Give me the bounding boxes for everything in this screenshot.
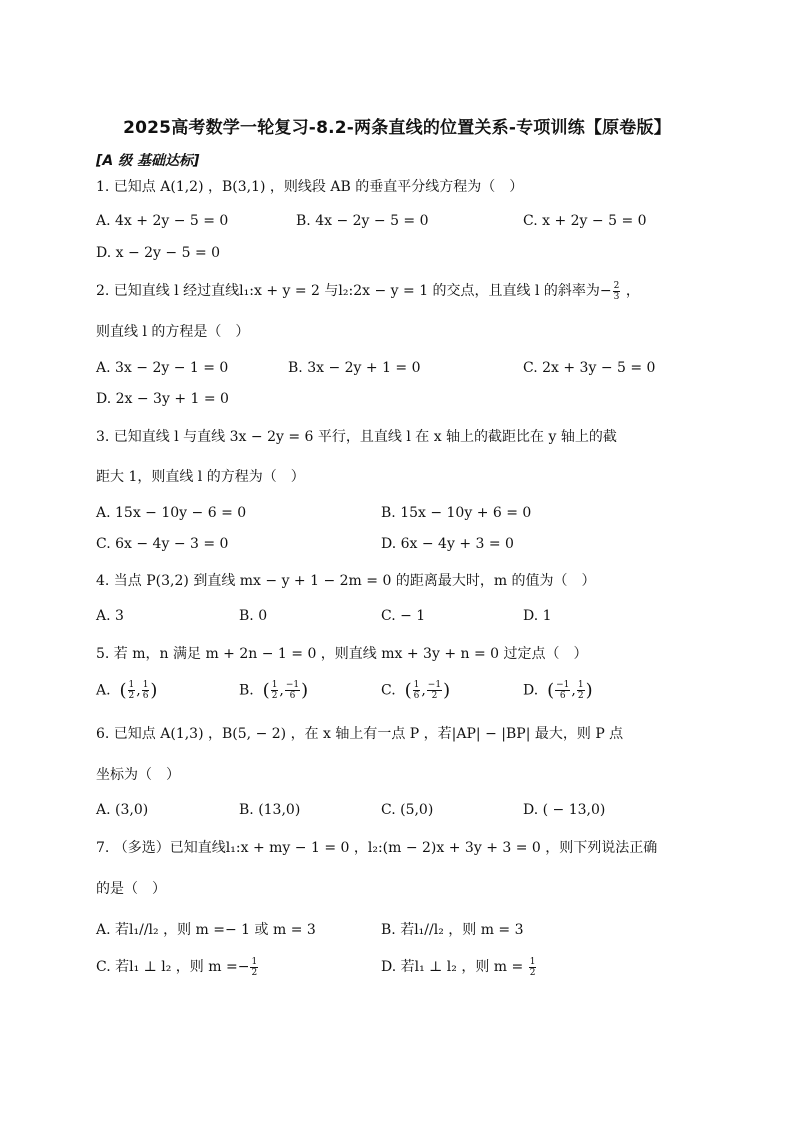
section-heading: [A 级 基础达标] (96, 153, 200, 169)
q6-option-a: A. (3,0) (96, 802, 149, 818)
q2-stem (96, 280, 640, 302)
q2-stem-line2: 则直线 l 的方程是（ ） (96, 324, 250, 340)
option-text: D. 若l₁ ⊥ l₂ ，则 m = (381, 959, 524, 975)
q1-option-a: A. 4x + 2y − 5 = 0 (96, 213, 229, 229)
fraction-denominator: 6 (142, 691, 149, 701)
q4-option-c: C. − 1 (381, 608, 426, 624)
fraction-denominator: 6 (289, 691, 296, 701)
q5-option-d: D. ( $\frac{-1}{6}$ , $\frac{1}{2}$ ) (523, 680, 593, 701)
option-label: D. (523, 682, 539, 699)
fraction-denominator: 2 (271, 691, 278, 701)
fraction-numerator: 1 (142, 680, 149, 690)
q4-option-b: B. 0 (239, 608, 268, 624)
fraction (427, 680, 442, 701)
q1-option-b: B. 4x − 2y − 5 = 0 (296, 213, 429, 229)
fraction-numerator: 1 (413, 680, 420, 690)
q6-stem: 6. 已知点 A(1,3) ，B(5, − 2) ，在 x 轴上有一点 P ，若|AP| − |BP| 最大，则 P 点 (96, 726, 624, 742)
close-paren: ) (301, 680, 309, 701)
open-paren: ( (262, 680, 270, 701)
open-paren: ( (547, 680, 555, 701)
fraction-denominator: 2 (577, 691, 584, 701)
q2-option-d: D. 2x − 3y + 1 = 0 (96, 391, 229, 407)
q5-option-c: C. ( $\frac{1}{6}$ , $\frac{-1}{2}$ ) (381, 680, 451, 701)
option-text: C. 若l₁ ⊥ l₂ ，则 m =− (96, 959, 250, 975)
q7-option-b: B. 若l₁//l₂ ，则 m = 3 (381, 922, 524, 938)
q5-stem: 5. 若 m，n 满足 m + 2n − 1 = 0 ，则直线 mx + 3y + n = 0 过定点（ ） (96, 646, 588, 662)
fraction-denominator: 2 (431, 691, 438, 701)
close-paren: ) (443, 680, 451, 701)
q7-stem-line2: 的是（ ） (96, 881, 166, 897)
q7-option-d (381, 956, 537, 978)
q4-stem: 4. 当点 P(3,2) 到直线 mx − y + 1 − 2m = 0 的距离最大时，m 的值为（ ） (96, 573, 596, 589)
q1-stem: 1. 已知点 A(1,2) ，B(3,1) ，则线段 AB 的垂直平分线方程为（ ） (96, 179, 524, 195)
q3-stem: 3. 已知直线 l 与直线 3x − 2y = 6 平行，且直线 l 在 x 轴上的截距比在 y 轴上的截 (96, 429, 617, 445)
q6-option-d: D. ( − 13,0) (523, 802, 606, 818)
fraction-numerator: −1 (285, 680, 300, 690)
q2-slope-fraction (613, 281, 621, 302)
fraction (529, 957, 537, 978)
fraction-denominator: 2 (529, 967, 536, 978)
q5-option-b: B. ( $\frac{1}{2}$ , $\frac{-1}{6}$ ) (239, 680, 309, 701)
q2-stem-text: 2. 已知直线 l 经过直线l₁:x + y = 2 与l₂:2x − y = 1 的交点，且直线 l 的斜率为− (96, 283, 612, 299)
fraction-numerator: −1 (427, 680, 442, 690)
option-label: C. (381, 682, 396, 699)
q7-option-c (96, 956, 259, 978)
q2-option-c: C. 2x + 3y − 5 = 0 (523, 360, 656, 376)
q7-stem: 7. （多选）已知直线l₁:x + my − 1 = 0 ，l₂:(m − 2)x + 3y + 3 = 0 ，则下列说法正确 (96, 840, 658, 856)
q6-option-c: C. (5,0) (381, 802, 434, 818)
fraction-numerator: 1 (529, 956, 536, 967)
q6-stem-line2: 坐标为（ ） (96, 767, 180, 783)
q3-option-b: B. 15x − 10y + 6 = 0 (381, 505, 532, 521)
q2-option-a: A. 3x − 2y − 1 = 0 (96, 360, 229, 376)
fraction (285, 680, 300, 701)
fraction-numerator: 1 (271, 680, 278, 690)
open-paren: ( (119, 680, 127, 701)
fraction-denominator: 6 (559, 691, 566, 701)
close-paren: ) (150, 680, 158, 701)
q3-option-d: D. 6x − 4y + 3 = 0 (381, 536, 514, 552)
fraction-denominator: 6 (413, 691, 420, 701)
fraction-numerator: 2 (613, 280, 620, 291)
option-label: A. (96, 682, 111, 699)
fraction (413, 680, 421, 701)
q2-stem-tail: ， (621, 283, 640, 299)
fraction (577, 680, 585, 701)
q1-option-d: D. x − 2y − 5 = 0 (96, 245, 221, 261)
q1-option-c: C. x + 2y − 5 = 0 (523, 213, 647, 229)
open-paren: ( (404, 680, 412, 701)
q2-option-b: B. 3x − 2y + 1 = 0 (288, 360, 421, 376)
close-paren: ) (585, 680, 593, 701)
q6-option-b: B. (13,0) (239, 802, 301, 818)
q3-stem-line2: 距大 1，则直线 l 的方程为（ ） (96, 469, 305, 485)
q4-option-d: D. 1 (523, 608, 552, 624)
fraction (250, 957, 258, 978)
option-label: B. (239, 682, 254, 699)
page-title: 2025高考数学一轮复习-8.2-两条直线的位置关系-专项训练【原卷版】 (123, 118, 671, 138)
fraction (142, 680, 150, 701)
fraction (271, 680, 279, 701)
fraction-denominator: 2 (251, 967, 258, 978)
q7-option-a: A. 若l₁//l₂ ，则 m =− 1 或 m = 3 (96, 922, 316, 938)
fraction-denominator: 2 (128, 691, 135, 701)
q5-option-a: A. ( $\frac{1}{2}$ , $\frac{1}{6}$ ) (96, 680, 158, 701)
q3-option-a: A. 15x − 10y − 6 = 0 (96, 505, 247, 521)
q3-option-c: C. 6x − 4y − 3 = 0 (96, 536, 229, 552)
fraction-numerator: 1 (251, 956, 258, 967)
fraction (128, 680, 136, 701)
fraction-numerator: −1 (556, 680, 570, 690)
fraction-numerator: 1 (128, 680, 135, 690)
q4-option-a: A. 3 (96, 608, 124, 624)
fraction (555, 680, 570, 701)
fraction-denominator: 3 (613, 291, 620, 302)
fraction-numerator: 1 (577, 680, 584, 690)
